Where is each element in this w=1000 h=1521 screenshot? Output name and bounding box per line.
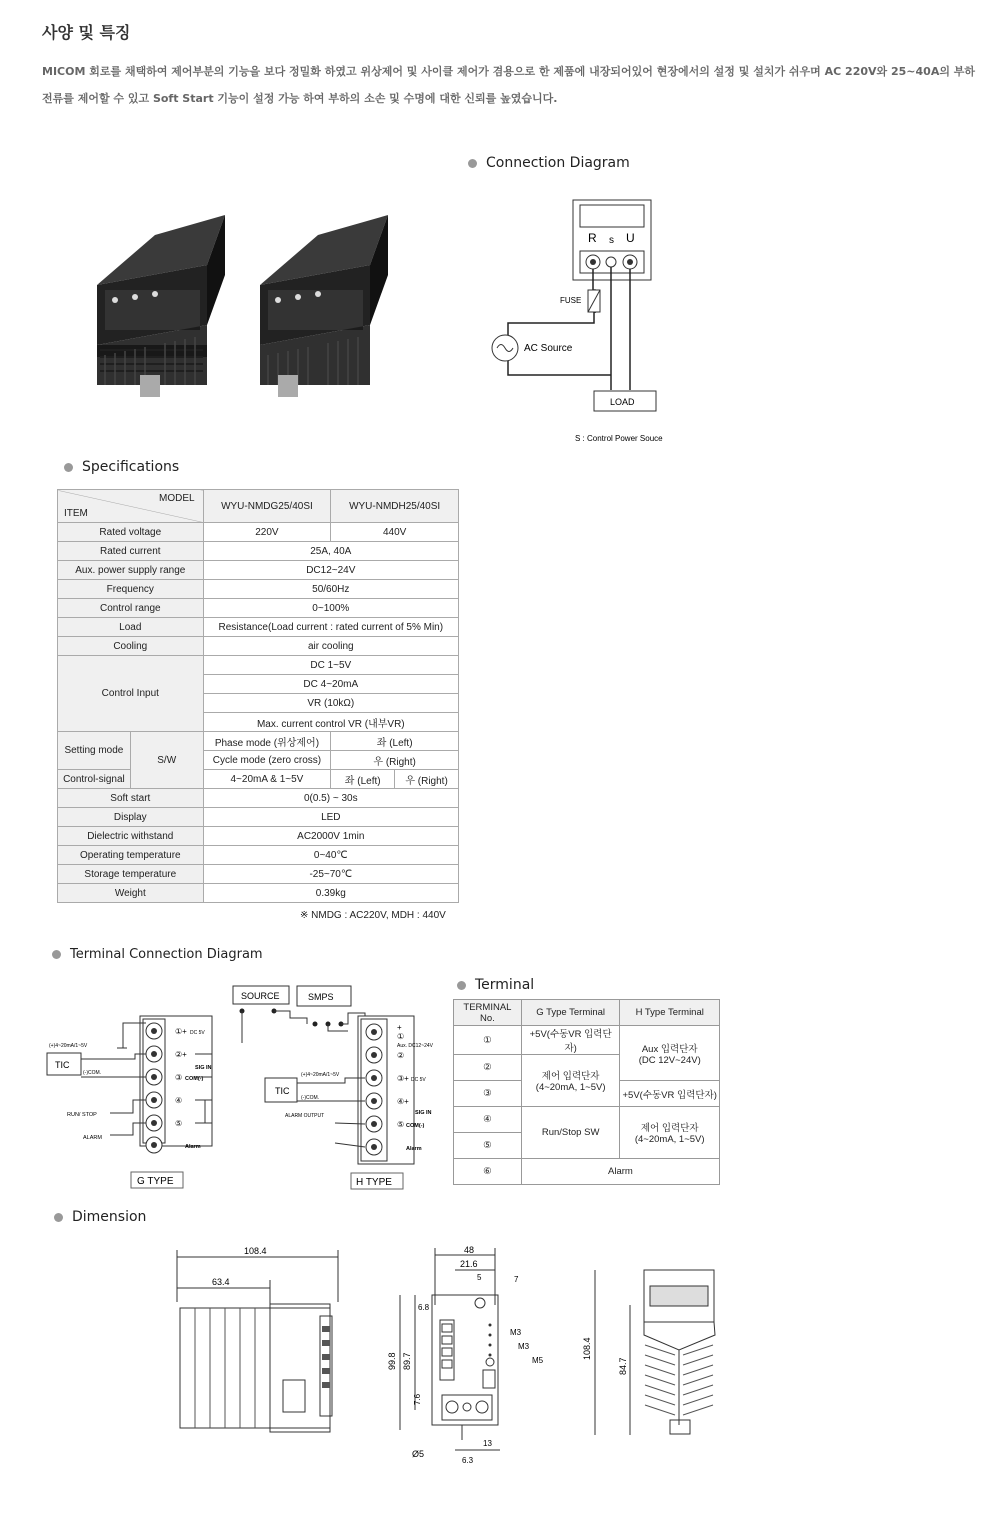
dim-21-6: 21.6: [460, 1259, 478, 1269]
rear-view: [595, 1270, 715, 1435]
row-label: Storage temperature: [58, 865, 204, 884]
g-terminal-1: +5V(수동VR 입력단자): [521, 1026, 620, 1055]
row-label: Operating temperature: [58, 846, 204, 865]
row-value-h: 440V: [331, 523, 459, 542]
ac-source-label: AC Source: [524, 343, 573, 354]
row-value: LED: [203, 808, 458, 827]
dim-7: 7: [514, 1275, 519, 1284]
terminal-s-label: s: [609, 235, 614, 246]
h-com-label: (-)COM.: [301, 1095, 320, 1101]
product-photo: [85, 205, 415, 405]
row-value: 0~40℃: [203, 846, 458, 865]
dim-6-3: 6.3: [462, 1456, 474, 1465]
terminal-r-label: R: [588, 231, 597, 245]
model-g-header: WYU-NMDG25/40SI: [203, 490, 331, 523]
svg-text:④: ④: [175, 1096, 183, 1105]
h-type-label: H TYPE: [356, 1177, 392, 1188]
source-label: SOURCE: [241, 991, 280, 1001]
phase-mode-label: Phase mode (위상제어): [203, 732, 331, 751]
aux-label: Aux. DC12~24V: [397, 1043, 433, 1049]
alarm-label-g: ALARM: [83, 1135, 102, 1141]
model-header-label: MODEL: [159, 493, 195, 504]
specifications-table: [57, 489, 459, 903]
side-view: [177, 1250, 338, 1432]
dimension-drawing: [170, 1240, 740, 1470]
terminal-no: ③: [454, 1081, 522, 1107]
signal-mode: 4~20mA & 1~5V: [203, 770, 331, 789]
g-type-diagram: [47, 1016, 212, 1188]
h-terminal-4-5: 제어 입력단자 (4~20mA, 1~5V): [620, 1107, 720, 1159]
bullet-icon: [457, 981, 466, 990]
dim-99-8: 99.8: [387, 1352, 397, 1370]
sig-in-label-g: SIG IN: [195, 1065, 212, 1071]
svg-text:⑤: ⑤: [397, 1120, 405, 1129]
svg-text:③+: ③+: [397, 1074, 409, 1083]
alarm-terminal-label-h: Alarm: [406, 1146, 422, 1152]
cycle-mode-value: 우 (Right): [331, 751, 459, 770]
col-no-header: TERMINAL No.: [454, 1000, 522, 1026]
row-value: -25~70℃: [203, 865, 458, 884]
dim-89-7: 89.7: [402, 1352, 412, 1370]
col-g-header: G Type Terminal: [521, 1000, 620, 1026]
dim-5: 5: [477, 1273, 482, 1282]
load-label: LOAD: [610, 397, 635, 407]
cycle-mode-label: Cycle mode (zero cross): [203, 751, 331, 770]
control-signal-label: Control-signal: [58, 770, 131, 789]
bullet-icon: [54, 1213, 63, 1222]
row-value: 0.39kg: [203, 884, 458, 903]
row-label: Cooling: [58, 637, 204, 656]
terminal-no: ②: [454, 1055, 522, 1081]
bullet-icon: [52, 950, 61, 959]
dim-63-4: 63.4: [212, 1277, 230, 1287]
item-header-label: ITEM: [64, 508, 88, 519]
svg-text:②+: ②+: [175, 1050, 187, 1059]
row-value: air cooling: [203, 637, 458, 656]
smps-label: SMPS: [308, 992, 334, 1002]
terminal-table: [453, 999, 720, 1185]
row-label: Frequency: [58, 580, 204, 599]
row-label: Rated current: [58, 542, 204, 561]
product-unit-right: [260, 215, 388, 397]
model-h-header: WYU-NMDH25/40SI: [331, 490, 459, 523]
h-input-label: (+)4~20mA/1~5V: [301, 1072, 340, 1078]
row-value: 25A, 40A: [203, 542, 458, 561]
m3-label-a: M3: [510, 1328, 522, 1337]
g-com-label: (-)COM.: [83, 1070, 102, 1076]
g-type-label: G TYPE: [137, 1176, 174, 1187]
com-minus-label-g: COM(-): [185, 1076, 204, 1082]
setting-mode-label: Setting mode: [58, 732, 131, 770]
spec-note: ※ NMDG : AC220V, MDH : 440V: [300, 910, 446, 921]
dim-108-4: 108.4: [244, 1246, 267, 1256]
dc5v-label-g: DC 5V: [190, 1030, 205, 1036]
g-terminal-4-5: Run/Stop SW: [521, 1107, 620, 1159]
signal-right: 우 (Right): [395, 770, 459, 789]
tic-label-g: TIC: [55, 1060, 70, 1070]
dc5v-label-h: DC 5V: [411, 1077, 426, 1083]
terminal-connection-diagram: [45, 983, 445, 1193]
dim-6-8: 6.8: [418, 1303, 430, 1312]
row-label: Soft start: [58, 789, 204, 808]
col-h-header: H Type Terminal: [620, 1000, 720, 1026]
terminal-no: ⑤: [454, 1133, 522, 1159]
dim-7-6: 7.6: [413, 1393, 422, 1405]
phase-mode-value: 좌 (Left): [331, 732, 459, 751]
alarm-terminal-label-g: Alarm: [185, 1144, 201, 1150]
row-label: Control range: [58, 599, 204, 618]
terminal-heading: [457, 977, 534, 993]
svg-text:①+: ①+: [175, 1027, 187, 1036]
row-value: Resistance(Load current : rated current of 5% Min): [203, 618, 458, 637]
connection-diagram-heading: [468, 155, 630, 171]
connection-diagram: [480, 195, 700, 450]
row-label: Dielectric withstand: [58, 827, 204, 846]
row-value: DC12~24V: [203, 561, 458, 580]
terminal-no: ④: [454, 1107, 522, 1133]
bullet-icon: [468, 159, 477, 168]
m5-label: M5: [532, 1356, 544, 1365]
row-label: Rated voltage: [58, 523, 204, 542]
alarm-output-label: ALARM OUTPUT: [285, 1113, 325, 1119]
header-corner-cell: [58, 490, 204, 523]
row-label: Display: [58, 808, 204, 827]
tic-label-h: TIC: [275, 1086, 290, 1096]
terminal-u-label: U: [626, 231, 635, 245]
control-input-label: Control Input: [58, 656, 204, 732]
terminal-connection-heading: [52, 947, 263, 962]
fuse-label: FUSE: [560, 296, 582, 305]
product-unit-left: [97, 215, 225, 397]
run-stop-label: RUN/ STOP: [67, 1112, 97, 1118]
dimension-title: Dimension: [72, 1209, 147, 1225]
terminal-title: Terminal: [475, 977, 535, 993]
description-text: MICOM 회로를 채택하여 제어부분의 기능을 보다 정밀화 하였고 위상제어 및 사이클 제어가 겸용으로 한 제품에 내장되어있어 현장에서의 설정 및 설치가 쉬우며 AC 220V와 25~40A의 부하 전류를 제어할 수 있고 Soft Start 기능이 설정 가능 하여 부하의 소손 및 수명에 대한 신뢰를 높였습니다.: [42, 65, 976, 105]
row-value: 0(0.5) ~ 30s: [203, 789, 458, 808]
g-input-label: (+)4~20mA/1~5V: [49, 1043, 88, 1049]
dim-13: 13: [483, 1439, 492, 1448]
h-terminal-3: +5V(수동VR 입력단자): [620, 1081, 720, 1107]
dim-108-4-rear: 108.4: [582, 1337, 592, 1360]
svg-text:+: +: [397, 1023, 402, 1032]
h-terminal-1-2: Aux 입력단자 (DC 12V~24V): [620, 1026, 720, 1081]
svg-text:①: ①: [397, 1032, 405, 1041]
control-input-value: DC 1~5V: [203, 656, 458, 675]
control-input-value: DC 4~20mA: [203, 675, 458, 694]
row-value: 50/60Hz: [203, 580, 458, 599]
sig-in-label-h: SIG IN: [415, 1110, 432, 1116]
svg-text:③: ③: [175, 1073, 183, 1082]
g-terminal-2-3: 제어 입력단자 (4~20mA, 1~5V): [521, 1055, 620, 1107]
specifications-title: Specifications: [82, 459, 180, 475]
connection-diagram-title: Connection Diagram: [486, 155, 630, 171]
svg-text:④+: ④+: [397, 1097, 409, 1106]
dim-84-7: 84.7: [618, 1357, 628, 1375]
front-view: [400, 1248, 500, 1450]
specifications-heading: [64, 459, 179, 475]
signal-left: 좌 (Left): [331, 770, 395, 789]
dim-48: 48: [464, 1245, 475, 1255]
connection-note: S : Control Power Souce: [575, 434, 663, 443]
page-title: 사양 및 특징: [42, 23, 131, 42]
row-label: Load: [58, 618, 204, 637]
m3-label-b: M3: [518, 1342, 530, 1351]
row-label: Aux. power supply range: [58, 561, 204, 580]
h-type-diagram: [233, 986, 434, 1189]
bullet-icon: [64, 463, 73, 472]
svg-text:⑤: ⑤: [175, 1119, 183, 1128]
com-minus-label-h: COM(-): [406, 1123, 425, 1129]
row-value-g: 220V: [203, 523, 331, 542]
row-label: Weight: [58, 884, 204, 903]
row-value: 0~100%: [203, 599, 458, 618]
row-value: AC2000V 1min: [203, 827, 458, 846]
sw-label: S/W: [130, 732, 203, 789]
alarm-terminal: Alarm: [521, 1159, 719, 1185]
control-input-value: Max. current control VR (내부VR): [203, 713, 458, 732]
dimension-heading: [54, 1209, 146, 1225]
terminal-connection-title: Terminal Connection Diagram: [70, 947, 263, 962]
svg-text:②: ②: [397, 1051, 405, 1060]
dim-phi5: Ø5: [412, 1449, 425, 1459]
control-input-value: VR (10kΩ): [203, 694, 458, 713]
terminal-no: ①: [454, 1026, 522, 1055]
terminal-no: ⑥: [454, 1159, 522, 1185]
